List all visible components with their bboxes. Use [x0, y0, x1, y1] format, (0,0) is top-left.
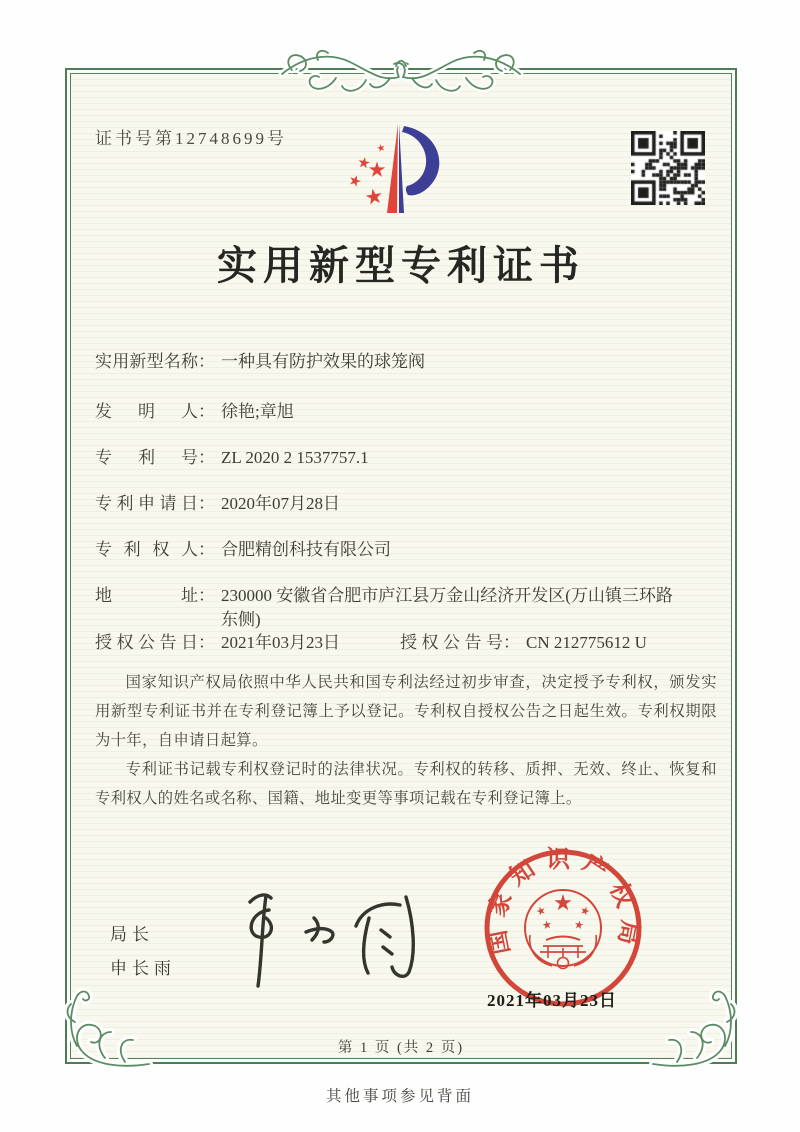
seal-org-text: 国家知识产权局 — [483, 846, 643, 957]
back-note: 其他事项参见背面 — [325, 1088, 474, 1105]
field-row-address — [95, 584, 725, 632]
field-colon: ： — [198, 540, 215, 559]
page-number: 第 1 页 (共 2 页) — [337, 1040, 465, 1056]
field-value: ZL 2020 2 1537757.1 — [221, 448, 369, 467]
legal-paragraph-2: 专利证书记载专利权登记时的法律状况。专利权的转移、质押、无效、终止、恢复和专利权人的姓名或名称、国籍、地址变更等事项记载在专利登记簿上。 — [95, 761, 717, 807]
field-colon: ： — [198, 586, 215, 605]
field-colon: ： — [503, 633, 520, 652]
qr-code — [631, 131, 705, 205]
field-label: 授权公告日 — [95, 633, 198, 652]
legal-paragraph-1: 国家知识产权局依照中华人民共和国专利法经过初步审查，决定授予专利权，颁发实用新型专利证书并在专利登记簿上予以登记。专利权自授权公告之日起生效。专利权期限为十年，自申请日起算。 — [95, 674, 717, 749]
field-label: 发明人 — [95, 402, 198, 421]
flourish-ornament-bottom-right — [649, 988, 749, 1072]
certificate-title: 实用新型专利证书 — [217, 243, 585, 288]
flourish-ornament-bottom-left — [53, 988, 153, 1072]
field-label: 授权公告号 — [400, 633, 503, 652]
field-colon: ： — [198, 633, 215, 652]
field-value: 合肥精创科技有限公司 — [221, 540, 391, 559]
cnipa-logo-icon — [338, 112, 464, 234]
field-row-inventor — [95, 400, 725, 424]
director-role: 局长 — [110, 925, 154, 944]
field-value: 2021年03月23日 — [221, 633, 340, 652]
field-value: 2020年07月28日 — [221, 494, 340, 513]
field-label: 地址 — [95, 586, 198, 605]
field-value: 230000 安徽省合肥市庐江县万金山经济开发区(万山镇三环路东侧) — [221, 586, 673, 629]
field-row-patentee — [95, 538, 725, 562]
field-row-filing-date — [95, 492, 725, 516]
field-row-name — [95, 350, 725, 374]
grant-number-pair — [400, 631, 647, 655]
legal-text — [95, 668, 717, 813]
field-colon: ： — [198, 448, 215, 467]
field-colon: ： — [198, 494, 215, 513]
certificate-number: 证书号第12748699号 — [95, 129, 287, 148]
field-row-patent-number — [95, 446, 725, 470]
field-row-grant — [95, 631, 725, 655]
field-label: 专利申请日 — [95, 494, 198, 513]
director-name: 申长雨 — [110, 959, 176, 978]
field-label: 专利权人 — [95, 540, 198, 559]
field-value: 徐艳;章旭 — [221, 402, 294, 421]
seal-date: 2021年03月23日 — [487, 991, 617, 1010]
field-value: 一种具有防护效果的球笼阀 — [221, 352, 425, 371]
field-colon: ： — [198, 402, 215, 421]
dragon-ornament-top — [278, 44, 524, 100]
field-label: 实用新型名称 — [95, 352, 198, 371]
field-value: CN 212775612 U — [526, 633, 647, 652]
handwritten-signature — [222, 880, 432, 995]
field-label: 专利号 — [95, 448, 198, 467]
field-colon: ： — [198, 352, 215, 371]
